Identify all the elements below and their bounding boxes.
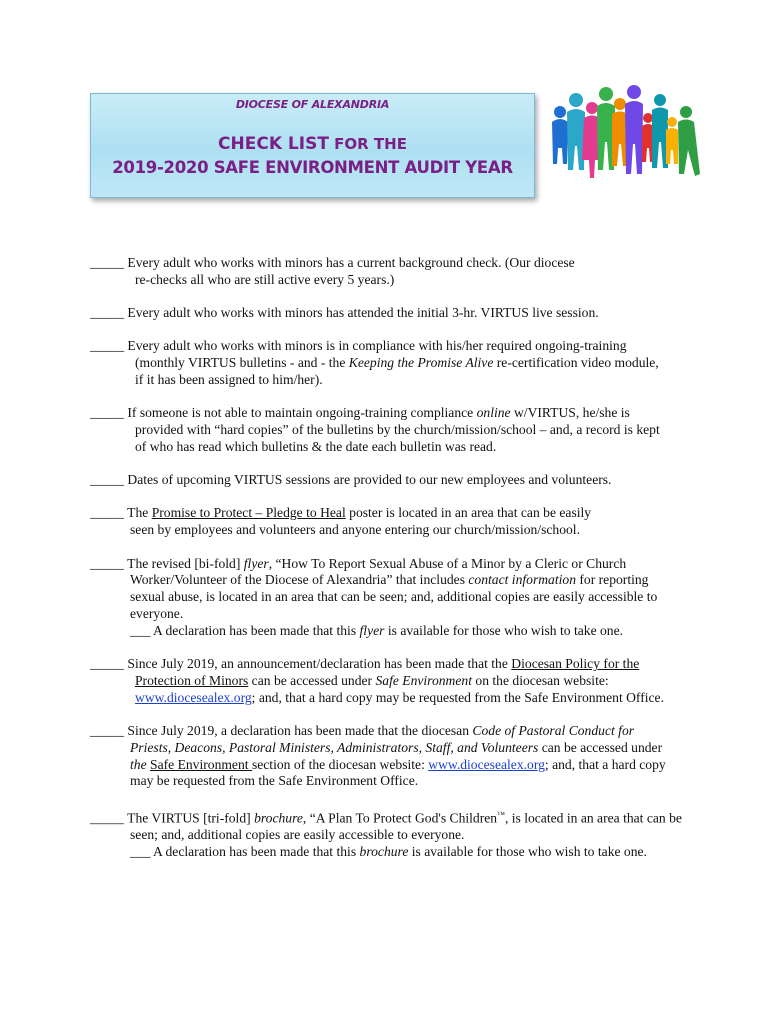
people-graphic — [550, 78, 702, 190]
item-emphasis: Priests, Deacons, Pastoral Ministers, Administrators, Staff, and Volunteers — [130, 739, 539, 755]
checklist-item — [90, 656, 730, 706]
item-text: seen; and, additional copies are easily accessible to everyone. — [130, 826, 465, 842]
checkbox-blank[interactable]: _____ — [90, 810, 124, 826]
item-text: A declaration has been made that this — [150, 843, 360, 859]
item-text: The VIRTUS [tri-fold] — [127, 810, 255, 826]
checkbox-blank[interactable]: _____ — [90, 472, 124, 488]
item-text: can be accessed under — [538, 739, 663, 755]
checkbox-blank[interactable]: _____ — [90, 405, 124, 421]
item-text: The — [127, 505, 152, 521]
checkbox-blank[interactable]: _____ — [90, 305, 124, 321]
item-text: re-certification video module, — [493, 355, 659, 371]
item-text: section of the diocesan website: — [251, 756, 429, 772]
trademark-symbol: ™ — [497, 809, 505, 819]
item-text: , is located in an area that can be — [504, 810, 682, 826]
item-text: (monthly VIRTUS bulletins - and - the — [135, 355, 349, 371]
item-emphasis: flyer — [243, 555, 269, 571]
item-text: The revised [bi-fold] — [127, 555, 244, 571]
checklist-item — [90, 807, 730, 861]
item-emphasis: brochure — [254, 810, 303, 826]
item-emphasis: brochure — [359, 843, 409, 859]
item-text: Since July 2019, an announcement/declaration has been made that the — [127, 656, 512, 672]
item-text: , “How To Report Sexual Abuse of a Minor by a Cleric or Church — [268, 555, 627, 571]
item-text: Every adult who works with minors has attended the initial 3-hr. VIRTUS live session. — [127, 305, 599, 321]
item-text: is available for those who wish to take one. — [384, 622, 624, 638]
item-text: If someone is not able to maintain ongoing-training compliance — [127, 405, 477, 421]
checkbox-blank[interactable]: _____ — [90, 722, 124, 738]
item-text: everyone. — [130, 605, 184, 621]
sub-checkbox-blank[interactable]: ___ — [130, 843, 151, 859]
section-title: Safe Environment — [150, 756, 252, 772]
item-text: w/VIRTUS, he/she is — [510, 405, 630, 421]
checklist-item — [90, 255, 730, 289]
checklist-item — [90, 472, 730, 489]
title-line-1 — [91, 134, 534, 154]
title-line-2: 2019-2020 SAFE ENVIRONMENT AUDIT YEAR — [112, 158, 513, 177]
checklist-item — [90, 505, 730, 539]
item-text: sexual abuse, is located in an area that can be seen; and, additional copies are easily accessible to — [130, 589, 658, 605]
item-emphasis: flyer — [359, 622, 385, 638]
checklist-item — [90, 723, 730, 790]
item-text: Dates of upcoming VIRTUS sessions are provided to our new employees and volunteers. — [127, 472, 612, 488]
poster-title: Promise to Protect – Pledge to Heal — [151, 505, 346, 521]
checkbox-blank[interactable]: _____ — [90, 255, 124, 270]
checkbox-blank[interactable]: _____ — [90, 555, 124, 571]
title-for-the: FOR THE — [328, 135, 407, 153]
title-checklist: CHECK LIST — [218, 134, 329, 154]
item-emphasis: Keeping the Promise Alive — [348, 355, 494, 371]
item-text: can be accessed under — [248, 672, 376, 688]
item-text: provided with “hard copies” of the bulletins by the church/mission/school – and, a record is kept — [135, 422, 660, 438]
checklist-item — [90, 305, 730, 322]
checklist-item — [90, 338, 730, 388]
checkbox-blank[interactable]: _____ — [90, 338, 124, 354]
item-text: of who has read which bulletins & the date each bulletin was read. — [135, 438, 497, 454]
item-emphasis: contact information — [468, 572, 576, 588]
website-link[interactable]: www.diocesealex.org — [135, 689, 252, 705]
item-text: may be requested from the Safe Environment Office. — [130, 773, 419, 789]
item-text: Worker/Volunteer of the Diocese of Alexandria” that includes — [130, 572, 469, 588]
item-emphasis: the — [130, 756, 151, 772]
policy-title: Protection of Minors — [135, 672, 249, 688]
item-text: Since July 2019, a declaration has been made that the diocesan — [127, 722, 473, 738]
item-text: ; and, that a hard copy — [544, 756, 666, 772]
policy-title: Diocesan Policy for the — [511, 656, 640, 672]
checklist-item — [90, 405, 730, 455]
item-text: is available for those who wish to take one. — [408, 843, 647, 859]
title-banner — [90, 93, 535, 198]
item-text: poster is located in an area that can be easily — [345, 505, 592, 521]
diocese-name: DIOCESE OF ALEXANDRIA — [235, 98, 390, 111]
item-text: ; and, that a hard copy may be requested from the Safe Environment Office. — [251, 689, 664, 705]
checkbox-blank[interactable]: _____ — [90, 505, 124, 521]
item-emphasis: online — [476, 405, 511, 421]
item-text: re-checks all who are still active every 5 years.) — [135, 271, 395, 287]
item-text: Every adult who works with minors is in compliance with his/her required ongoing-training — [127, 338, 627, 354]
item-text: A declaration has been made that this — [150, 622, 360, 638]
item-text: , “A Plan To Protect God's Children — [302, 810, 498, 826]
checklist — [90, 255, 730, 877]
item-text: for reporting — [576, 572, 649, 588]
sub-checkbox-blank[interactable]: ___ — [130, 622, 151, 638]
item-text: seen by employees and volunteers and anyone entering our church/mission/school. — [130, 522, 580, 538]
checkbox-blank[interactable]: _____ — [90, 656, 124, 672]
item-emphasis: Code of Pastoral Conduct for — [472, 722, 635, 738]
item-text: if it has been assigned to him/her). — [135, 371, 323, 387]
website-link[interactable]: www.diocesealex.org — [428, 756, 545, 772]
item-emphasis: Safe Environment — [375, 672, 472, 688]
checklist-item — [90, 556, 730, 640]
item-text: Every adult who works with minors has a current background check. (Our diocese — [127, 255, 575, 270]
item-text: on the diocesan website: — [472, 672, 609, 688]
